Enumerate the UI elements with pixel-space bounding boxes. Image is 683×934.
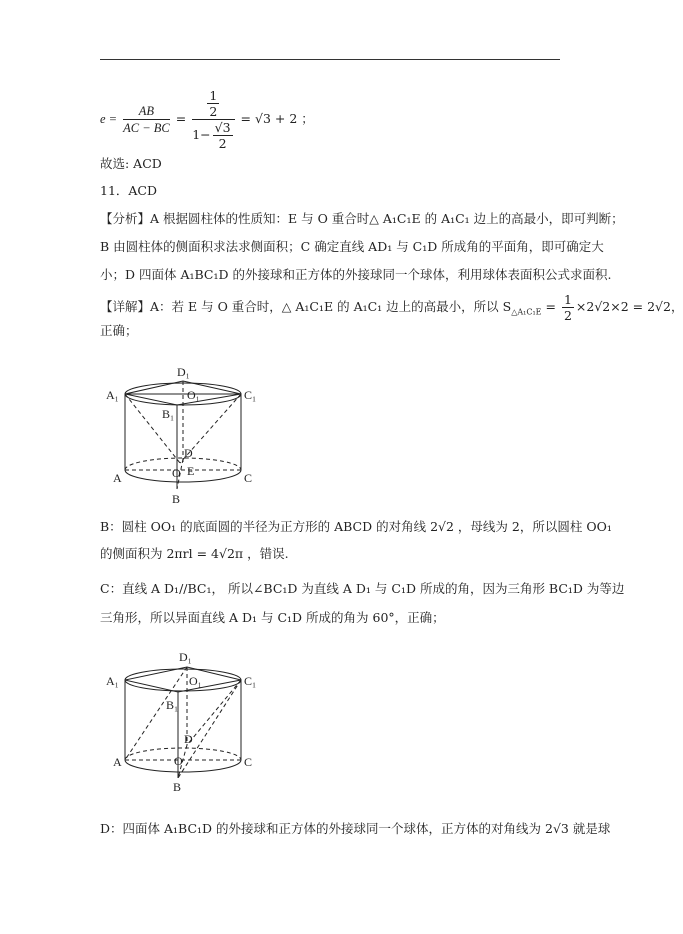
analysis-line1: 【分析】A 根据圆柱体的性质知：E 与 O 重合时△ A₁C₁E 的 A₁C₁ 边上的高最小，即可判断； [100,211,624,226]
partB-line2: 的侧面积为 2πrl = 4√2π ，错误. [100,546,289,561]
half [562,292,574,323]
num: √3 [214,120,231,135]
fraction-ab [123,103,170,136]
den: AC − BC [123,121,170,135]
analysis-line3: 小；D 四面体 A₁BC₁D 的外接球和正方体的外接球同一个球体，利用球体表面积公式求面积. [100,267,612,282]
label-C: C [244,755,253,769]
label-C1: C₁ [244,674,257,688]
label-D: D [184,446,193,460]
formula-lhs: e = [100,112,118,126]
analysis-line2: B 由圆柱体的侧面积求法求侧面积；C 确定直线 AD₁ 与 C₁D 所成角的平面角，即可确定大 [100,239,604,254]
half [207,88,219,119]
cylinder-figure-2 [100,645,270,795]
label-D: D [184,732,193,746]
label-D1: D₁ [177,365,190,379]
num: 1 [563,292,572,307]
formula-result: = √3 + 2 ； [240,111,314,126]
label-B: B [173,780,182,794]
label-C: C [244,471,253,485]
label-C1: C₁ [244,388,257,402]
label-E: E [187,464,195,478]
equals: = [541,299,560,314]
detail-result: ×2√2×2 = 2√2， [575,299,683,314]
partD-line1: D：四面体 A₁BC₁D 的外接球和正方体的外接球同一个球体，正方体的对角线为 2√3 就是球 [100,821,611,836]
partC-line2: 三角形，所以异面直线 A D₁ 与 C₁D 所成的角为 60°，正确； [100,610,445,625]
label-A: A [113,471,122,485]
label-D1: D₁ [179,650,192,664]
label-O: O [172,466,181,480]
formula-e [100,88,314,151]
label-A1: A₁ [106,388,119,402]
den-pre: 1− [192,127,211,142]
den: 2 [563,308,572,323]
detail-line2: 正确； [100,323,138,338]
fraction-nested [192,88,234,151]
den: 2 [209,104,218,119]
sqrt3-half [213,120,233,151]
cylinder-figure-1 [100,355,270,505]
label-O1: O₁ [187,388,200,402]
header-rule [100,59,560,60]
partC-line1: C：直线 A D₁//BC₁， 所以∠BC₁D 为直线 A D₁ 与 C₁D 所成的角，因为三角形 BC₁D 为等边 [100,581,625,596]
label-B: B [172,492,181,506]
label-A: A [113,755,122,769]
label-O1: O₁ [189,674,202,688]
partB-line1: B：圆柱 OO₁ 的底面圆的半径为正方形的 ABCD 的对角线 2√2 ，母线为 2，所以圆柱 OO₁ [100,519,612,534]
equals: = [175,111,187,126]
detail-text: 【详解】A：若 E 与 O 重合时，△ A₁C₁E 的 A₁C₁ 边上的高最小，所以 S [100,299,512,314]
label-B1: B₁ [166,698,179,712]
label-O: O [174,754,183,768]
den: 2 [218,136,227,151]
label-B1: B₁ [162,407,175,421]
answer-prev: 故选: ACD [100,156,162,171]
subscript: △A₁C₁E [511,307,542,317]
label-A1: A₁ [106,674,119,688]
detail-line1 [100,292,683,323]
num: AB [138,104,155,118]
question-11: 11．ACD [100,183,158,198]
num: 1 [209,88,218,103]
